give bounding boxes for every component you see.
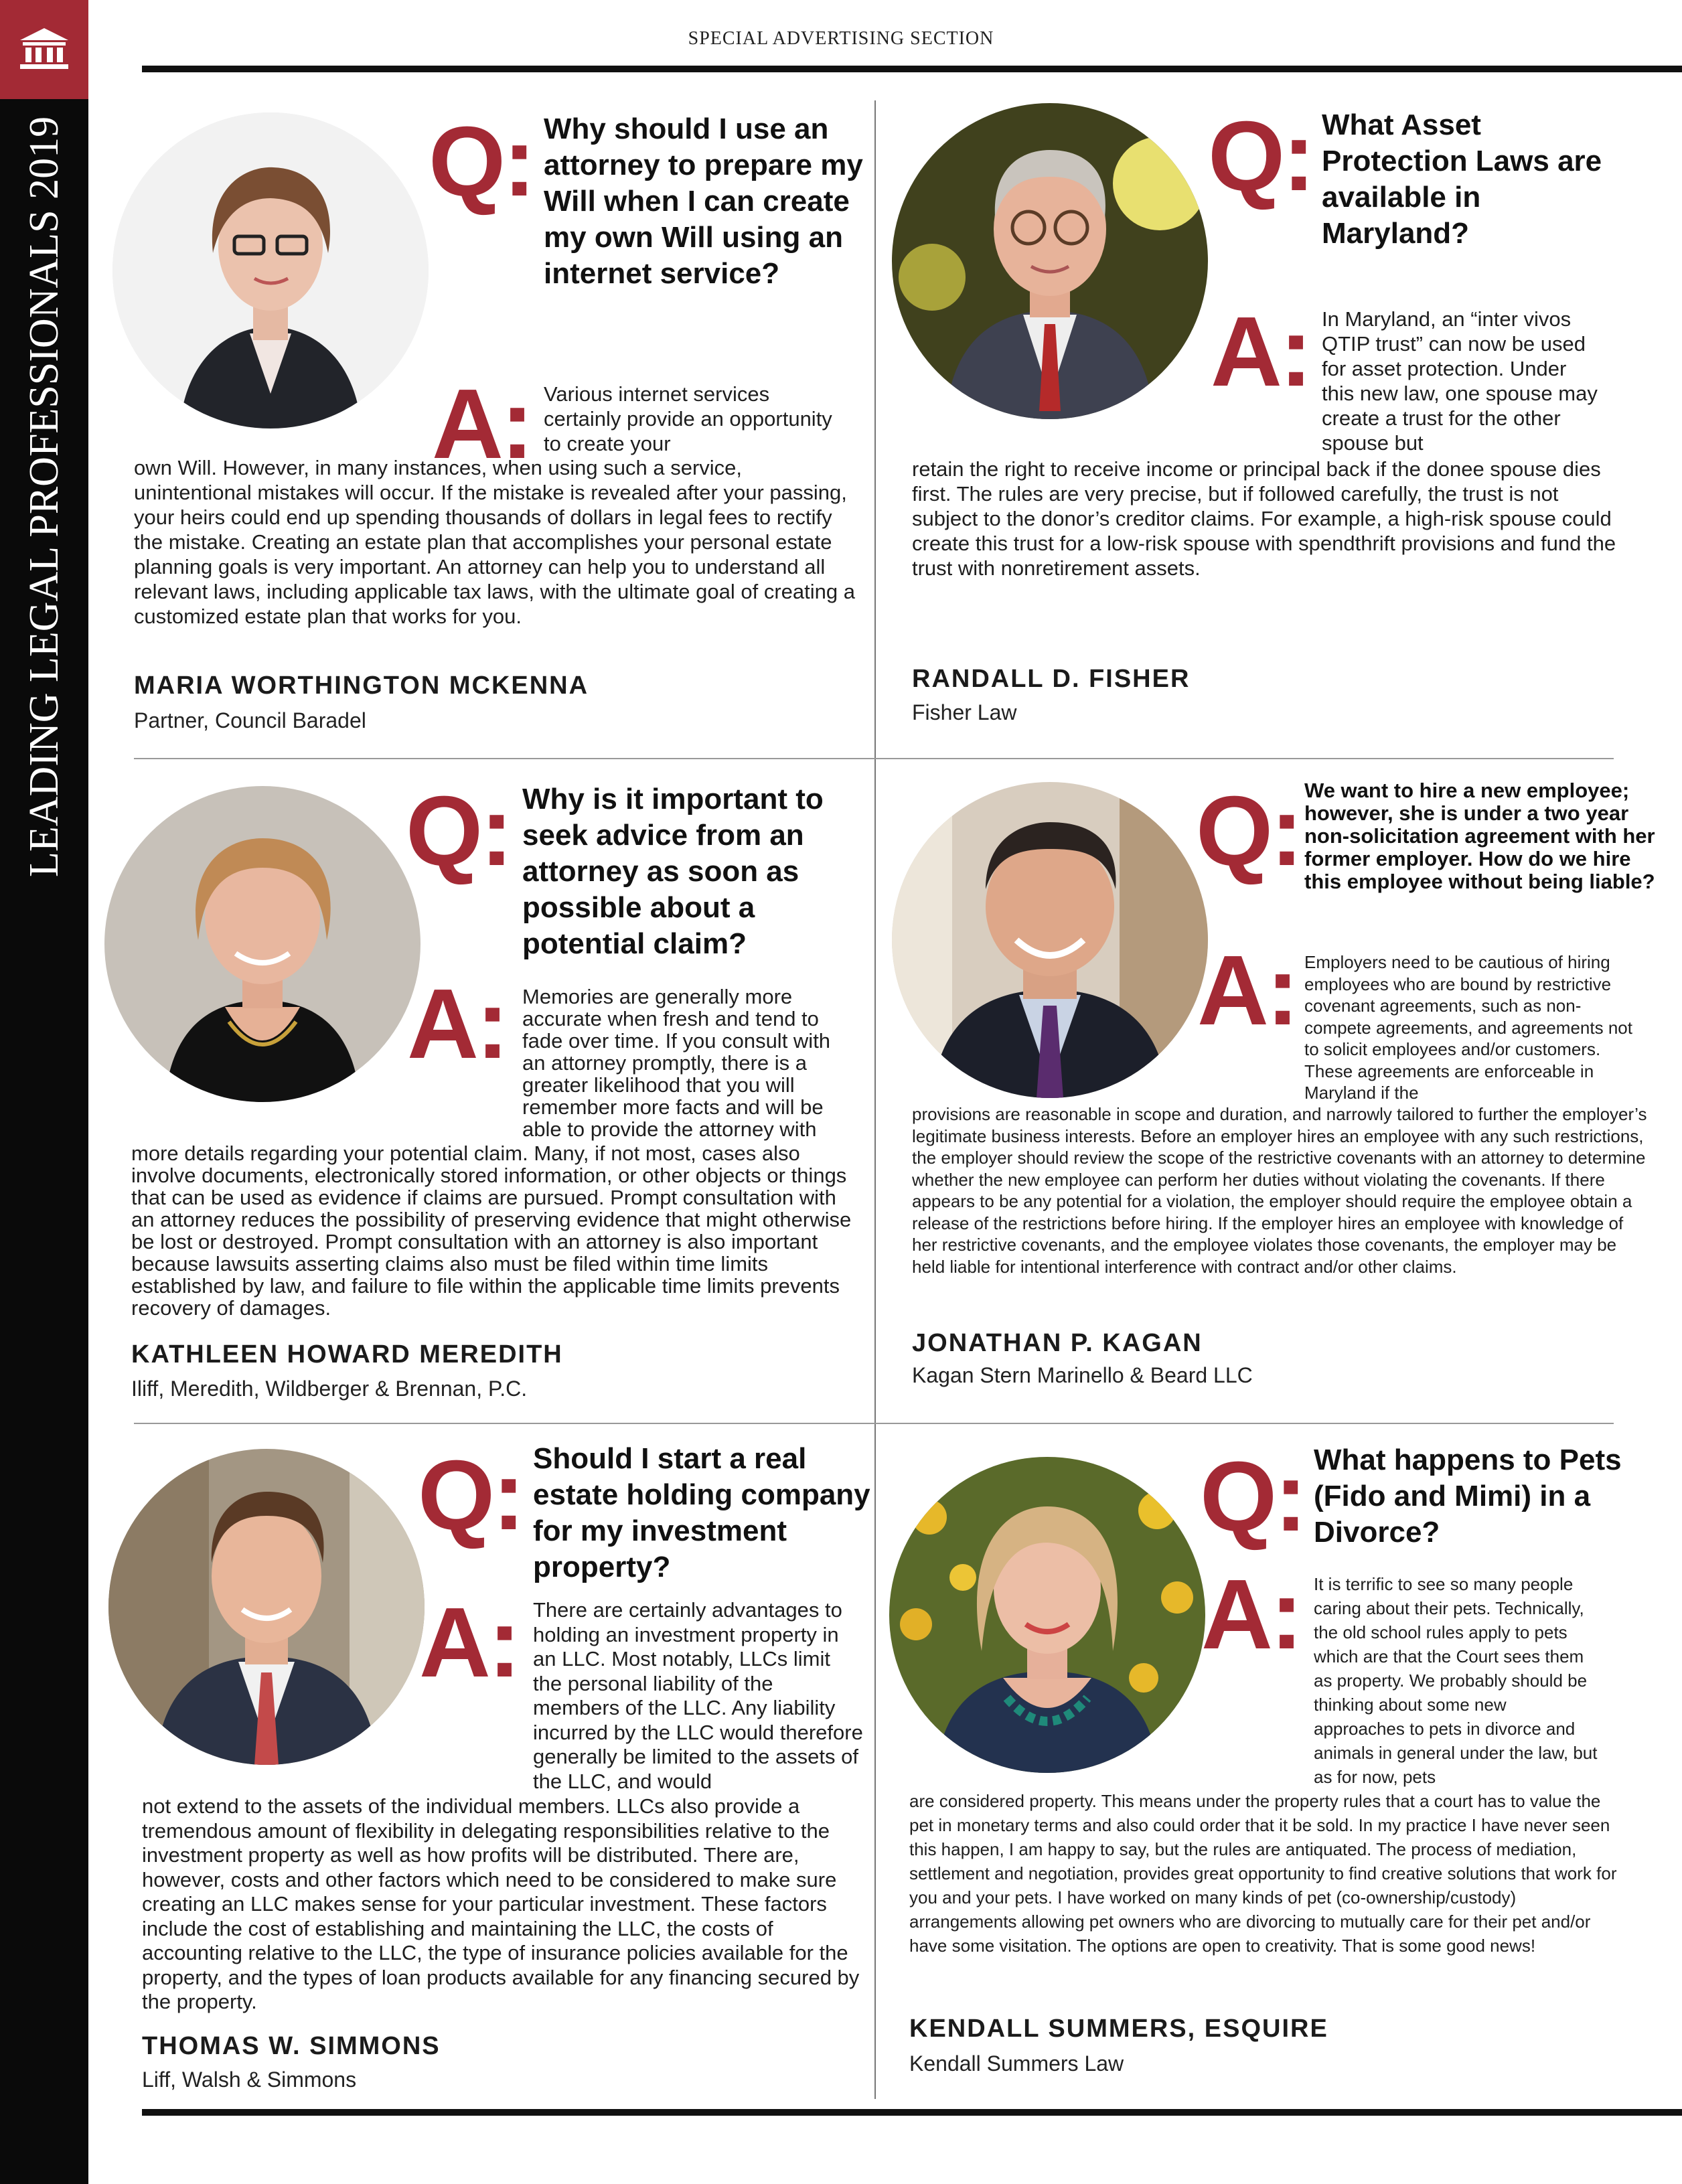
attorney-name: KENDALL SUMMERS, ESQUIRE [909,2015,1328,2043]
portrait-photo [112,112,429,428]
column-divider [874,100,876,2099]
q-mark: Q: [406,776,511,886]
sidebar-title: LEADING LEGAL PROFESSIONALS 2019 [21,116,67,877]
firm-name: Partner, Council Baradel [134,708,366,732]
attorney-name: MARIA WORTHINGTON MCKENNA [134,672,589,700]
logo-box [0,0,88,99]
answer-text-top: Memories are generally more accurate when fresh and tend to fade over time. If you consult with an attorney promptly, there is a greater likelihood that you will remember more facts and will be able to provide the attorney with [522,985,831,1141]
answer-text-top: It is terrific to see so many people caring about their pets. Technically, the old school rules apply to pets which are that the Court sees them as property. We probably should be thinking about some new approaches to pets in divorce and animals in general under the law, but as for now, pets [1314,1574,1598,1787]
answer-text-bottom: more details regarding your potential claim. Many, if not most, cases also involve documents, electronically stored information, or other objects or things that can be used as evidence if claims are pursued. Prompt consultation with an attorney reduces the possibility of preserving evidence that might otherwise be lost or destroyed. Prompt consultation with an attorney is also important because lawsuits asserting claims also must be filed within time limits established by law, and failure to file within the applicable time limits prevents recovery of damages. [131,1142,852,1320]
answer-text-top: In Maryland, an “inter vivos QTIP trust” can now be used for asset protection. Under this new law, one spouse may create a trust for the other spouse but [1322,307,1598,455]
portrait-photo [889,1457,1205,1773]
attorney-name: RANDALL D. FISHER [912,665,1191,693]
answer-text-bottom: not extend to the assets of the individual members. LLCs also provide a tremendous amount of flexibility in delegating responsibilities relative to the investment property as well as how profits will be distributed. There are, however, costs and other factors which need to be considered to make sure creating an LLC makes sense for your particular investment. These factors include the cost of establishing and maintaining the LLC, the costs of accounting relative to the LLC, the type of insurance policies available for the property, and the types of loan products available for any financing secured by the property. [142,1794,860,2013]
a-mark: A: [1211,297,1310,407]
a-mark: A: [1197,935,1297,1046]
a-mark: A: [419,1587,519,1698]
question-text: What happens to Pets (Fido and Mimi) in a Divorce? [1314,1444,1622,1549]
question-text: We want to hire a new employee; however, she is under a two year non-solicitation agreement with her former employer. How do we hire this employee without being liable? [1304,779,1655,893]
top-rule [142,66,1682,72]
q-mark: Q: [1200,1441,1305,1552]
answer-text-top: There are certainly advantages to holding an investment property in an LLC. Most notably, LLCs limit the personal liability of the members of the LLC. Any liability incurred by the LLC would therefore generally be limited to the assets of the LLC, and would [533,1598,863,1793]
answer-text-top: Various internet services certainly provide an opportunity to create your [544,382,832,455]
q-mark: Q: [1196,776,1301,886]
q-mark: Q: [418,1440,523,1551]
a-mark: A: [407,969,507,1079]
answer-text-bottom: are considered property. This means under the property rules that a court has to value the pet in monetary terms and also could order that it be sold. In my practice I have never seen this happen, I am happy to say, but the rules are antiquated. The process of mediation, settlement and negotiation, provides great opportunity to find creative solutions that work for you and your pets. I have worked on many kinds of pet (co-ownership/custody) arrangements allowing pet owners who are divorcing to mutually care for their pet and/or have some visitation. The options are open to creativity. That is some good news! [909,1791,1617,1956]
firm-name: Kagan Stern Marinello & Beard LLC [912,1363,1253,1387]
portrait-photo [892,782,1208,1098]
firm-name: Kendall Summers Law [909,2051,1124,2076]
attorney-name: KATHLEEN HOWARD MEREDITH [131,1340,563,1369]
row-divider-1 [134,758,1614,759]
bottom-rule [142,2109,1682,2116]
answer-text-bottom: own Will. However, in many instances, when using such a service, unintentional mistakes will occur. If the mistake is revealed after your passing, your heirs could end up spending thousands of dollars in legal fees to rectify the mistake. Creating an estate plan that accomplishes your personal estate planning goals is very important. An attorney can help you to understand all relevant laws, including applicable tax laws, with the ultimate goal of creating a customized estate plan that works for you. [134,456,855,628]
portrait-photo [104,786,420,1102]
portrait-photo [108,1449,425,1765]
firm-name: Fisher Law [912,700,1017,724]
answer-text-top: Employers need to be cautious of hiring employees who are bound by restrictive covenant agreements, such as non-compete agreements, and agreements not to solicit employees and/or customers. These agreements are enforceable in Maryland if the [1304,952,1632,1103]
a-mark: A: [432,369,532,479]
attorney-name: JONATHAN P. KAGAN [912,1329,1203,1357]
row-divider-2 [134,1423,1614,1424]
portrait-photo [892,103,1208,419]
question-text: Why is it important to seek advice from an attorney as soon as possible about a potential claim? [522,783,824,960]
question-text: Why should I use an attorney to prepare my Will when I can create my own Will using an internet service? [544,112,863,290]
question-text: Should I start a real estate holding company for my investment property? [533,1442,870,1583]
q-mark: Q: [429,106,534,217]
question-text: What Asset Protection Laws are available in Maryland? [1322,108,1602,250]
answer-text-bottom: provisions are reasonable in scope and duration, and narrowly tailored to further the employer’s legitimate business interests. Before an employer hires an employee with any such restrictions, the employer should review the scope of the restrictive covenants with an attorney to determine whether the new employee can perform her duties without violating the covenants. If there appears to be any potential for a violation, the employer should require the employee obtain a release of the restrictions before hiring. If the employer hires an employee with knowledge of her restrictive covenants, and the employee violates those covenants, the employer may be held liable for intentional interference with contract and/or other claims. [912,1104,1647,1277]
answer-text-bottom: retain the right to receive income or principal back if the donee spouse dies first. The rules are very precise, but if followed carefully, the trust is not subject to the donor’s creditor claims. For example, a high-risk spouse could create this trust for a low-risk spouse with spendthrift provisions and fund the trust with nonretirement assets. [912,457,1616,580]
firm-name: Iliff, Meredith, Wildberger & Brennan, P.C. [131,1377,528,1401]
attorney-name: THOMAS W. SIMMONS [142,2032,441,2060]
firm-name: Liff, Walsh & Simmons [142,2068,357,2092]
section-label: SPECIAL ADVERTISING SECTION [688,28,994,49]
a-mark: A: [1201,1559,1301,1670]
q-mark: Q: [1208,101,1313,212]
sidebar [0,0,88,2184]
